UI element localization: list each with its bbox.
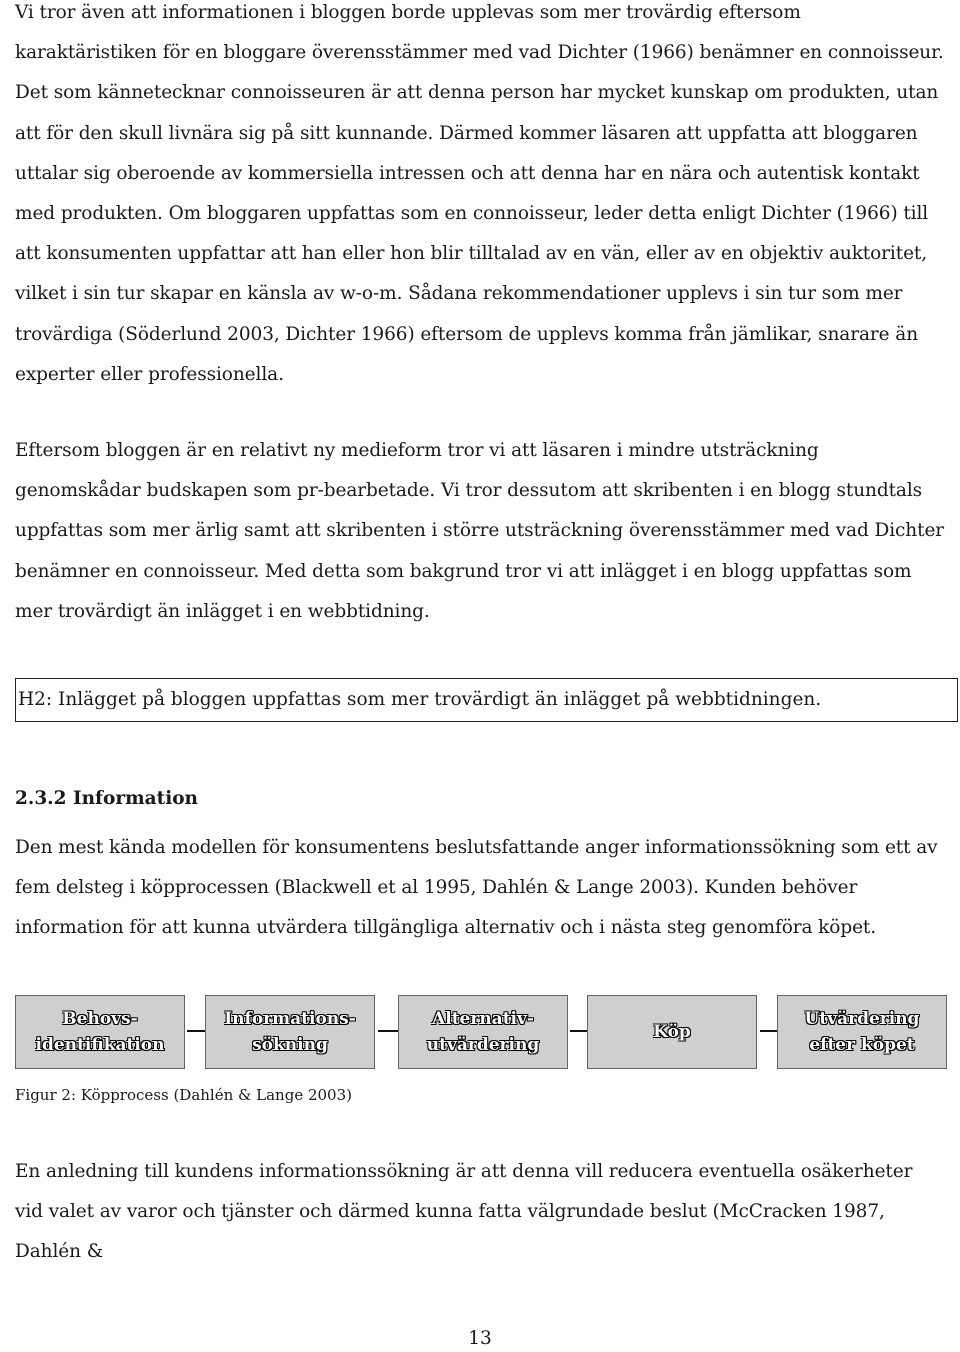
step-5-line-1: Utvärdering [804, 1009, 920, 1029]
hypothesis-text: H2: Inlägget på bloggen uppfattas som mer trovärdigt än inlägget på webbtidningen. [18, 689, 822, 710]
step-box-4 [587, 995, 757, 1069]
purchase-process-diagram [15, 995, 947, 1069]
hypothesis-box [15, 678, 958, 722]
paragraph-3: Den mest kända modellen för konsumentens beslutsfattande anger informationssökning som ett av fem delsteg i köpprocessen (Blackwell et al 1995, Dahlén & Lange 2003). Kunden behöver information för att kunna utvärdera tillgängliga alternativ och i nästa steg genomföra köpet. [15, 837, 938, 939]
step-2-line-1: Informations- [224, 1009, 356, 1029]
figure-caption: Figur 2: Köpprocess (Dahlén & Lange 2003) [15, 1086, 352, 1104]
paragraph-2: Eftersom bloggen är en relativt ny medieform tror vi att läsaren i mindre utsträckning genomskådar budskapen som pr-bearbetade. Vi tror dessutom att skribenten i en blogg stundtals uppfattas som mer ärlig samt att skribenten i större utsträckning överensstämmer med vad Dichter benämner en connoisseur. Med detta som bakgrund tror vi att inlägget i en blogg uppfattas som mer trovärdigt än inlägget i en webbtidning. [15, 440, 945, 622]
step-3-line-1: Alternativ- [432, 1009, 534, 1029]
step-5-line-2: efter köpet [809, 1035, 915, 1055]
step-box-3 [398, 995, 568, 1069]
paragraph-1: Vi tror även att informationen i bloggen borde upplevas som mer trovärdig eftersom karaktäristiken för en bloggare överensstämmer med vad Dichter (1966) benämner en connoisseur. Det som kännetecknar connoisseuren är att denna person har mycket kunskap om produkten, utan att för den skull livnära sig på sitt kunnande. Därmed kommer läsaren att uppfatta att bloggaren uttalar sig oberoende av kommersiella intressen och att denna har en nära och autentisk kontakt med produkten. Om bloggaren uppfattas som en connoisseur, leder detta enligt Dichter (1966) till att konsumenten uppfattar att han eller hon blir tilltalad av en vän, eller av en objektiv auktoritet, vilket i sin tur skapar en känsla av w-o-m. Sådana rekommendationer upplevs i sin tur som mer trovärdiga (Söderlund 2003, Dichter 1966) eftersom de upplevs komma från jämlikar, snarare än experter eller professionella. [15, 2, 944, 385]
step-1-line-1: Behovs- [62, 1009, 138, 1029]
step-box-5 [777, 995, 947, 1069]
step-1-line-2: identifikation [35, 1035, 165, 1055]
page-number: 13 [468, 1328, 492, 1349]
step-box-2 [205, 995, 375, 1069]
paragraph-4: En anledning till kundens informationssökning är att denna vill reducera eventuella osäkerheter vid valet av varor och tjänster och därmed kunna fatta välgrundade beslut (McCracken 1987, Dahlén & [15, 1161, 913, 1263]
step-box-1 [15, 995, 185, 1069]
section-heading: 2.3.2 Information [15, 788, 199, 809]
step-2-line-2: sökning [252, 1035, 328, 1055]
step-3-line-2: utvärdering [426, 1035, 540, 1055]
step-4-line-1: Köp [653, 1022, 691, 1042]
